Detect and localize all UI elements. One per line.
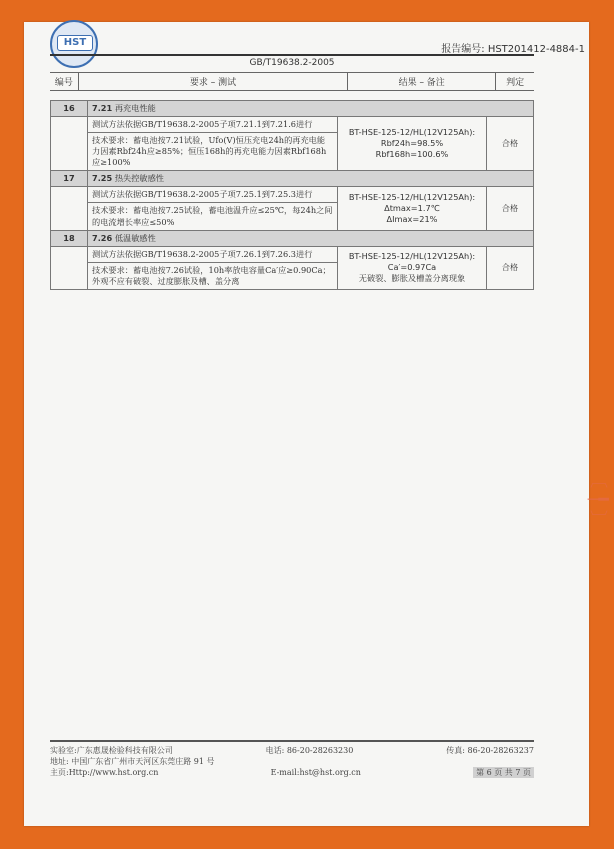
number-cell xyxy=(51,246,88,289)
judgement: 合格 xyxy=(487,117,534,171)
result-line: 无破裂、膨胀及槽盖分离现象 xyxy=(358,273,466,284)
technical-requirement: 技术要求：蓄电池按7.25试验，蓄电池温升应≤25℃，每24h之间的电流增长率应≤50% xyxy=(88,203,338,230)
section-row xyxy=(51,101,534,117)
section-code: 7.26 xyxy=(92,232,113,243)
table-header xyxy=(50,72,534,91)
section-number: 16 xyxy=(51,101,88,117)
method-row xyxy=(51,117,534,133)
result-cell xyxy=(338,187,487,230)
section-number: 18 xyxy=(51,230,88,246)
report-number: 报告编号: HST201412-4884-1 xyxy=(441,44,585,55)
result-cell xyxy=(338,246,487,289)
footer-fax: 传真: 86-20-28263237 xyxy=(446,746,534,755)
test-method: 测试方法依据GB/T19638.2-2005子项7.25.1到7.25.3进行 xyxy=(88,187,338,203)
col-number: 编号 xyxy=(50,72,79,90)
number-cell xyxy=(51,187,88,230)
footer-email: E-mail:hst@hst.org.cn xyxy=(270,768,361,777)
result-line: ΔImax=21% xyxy=(386,214,438,224)
section-title xyxy=(88,171,534,187)
result-line: Δtmax=1.7℃ xyxy=(384,202,440,213)
footer-phone: 电话: 86-20-28263230 xyxy=(265,746,354,755)
judgement: 合格 xyxy=(487,187,534,230)
method-row xyxy=(51,246,534,262)
result-line: Rbf168h=100.6% xyxy=(375,149,449,160)
section-name: 低温敏感性 xyxy=(114,232,156,243)
section-number: 17 xyxy=(51,171,88,187)
result-line: BT-HSE-125-12/HL(12V125Ah): xyxy=(348,127,476,138)
standard-band xyxy=(50,54,534,73)
page-footer xyxy=(50,740,534,778)
seal-stamp-fragment: 〔 ╿ 〕 xyxy=(587,470,608,529)
section-name: 再充电性能 xyxy=(114,103,156,113)
result-cell xyxy=(338,117,487,171)
logo-text: HST xyxy=(57,35,93,51)
footer-homepage: 主页:Http://www.hst.org.cn xyxy=(50,768,159,777)
section-title xyxy=(88,101,534,117)
section-title xyxy=(88,230,534,246)
result-line: Ca′=0.97Ca xyxy=(387,262,437,273)
section-row xyxy=(51,171,534,187)
result-line: Rbf24h=98.5% xyxy=(380,138,444,149)
method-row xyxy=(51,187,534,203)
judgement: 合格 xyxy=(487,246,534,289)
result-line: BT-HSE-125-12/HL(12V125Ah): xyxy=(348,251,476,262)
page-number: 第 6 页 共 7 页 xyxy=(473,767,534,778)
standard-title: GB/T19638.2-2005 xyxy=(249,58,335,68)
section-code: 7.25 xyxy=(92,173,113,184)
footer-lab: 实验室:广东惠晟检验科技有限公司 xyxy=(50,746,173,755)
footer-address: 地址: 中国广东省广州市天河区东莞庄路 91 号 xyxy=(50,757,215,766)
number-cell xyxy=(51,117,88,171)
test-method: 测试方法依据GB/T19638.2-2005子项7.26.1到7.26.3进行 xyxy=(88,246,338,262)
result-line: BT-HSE-125-12/HL(12V125Ah): xyxy=(348,191,476,202)
col-judgement: 判定 xyxy=(506,77,525,88)
col-result: 结果 – 备注 xyxy=(348,72,496,90)
col-requirement: 要求 – 测试 xyxy=(79,72,348,90)
test-method: 测试方法依据GB/T19638.2-2005子项7.21.1到7.21.6进行 xyxy=(88,117,338,133)
section-code: 7.21 xyxy=(92,103,113,113)
results-table xyxy=(50,100,534,290)
section-name: 热失控敏感性 xyxy=(114,173,164,184)
section-row xyxy=(51,230,534,246)
technical-requirement: 技术要求：蓄电池按7.21试验，Ufo(V)恒压充电24h的再充电能力因素Rbf24h应≥85%；恒压168h的再充电能力因素Rbf168h应≥100% xyxy=(88,133,338,171)
technical-requirement: 技术要求：蓄电池按7.26试验，10h率放电容量Ca′应≥0.90Ca；外观不应有破裂、过度膨胀及槽、盖分离 xyxy=(88,262,338,289)
